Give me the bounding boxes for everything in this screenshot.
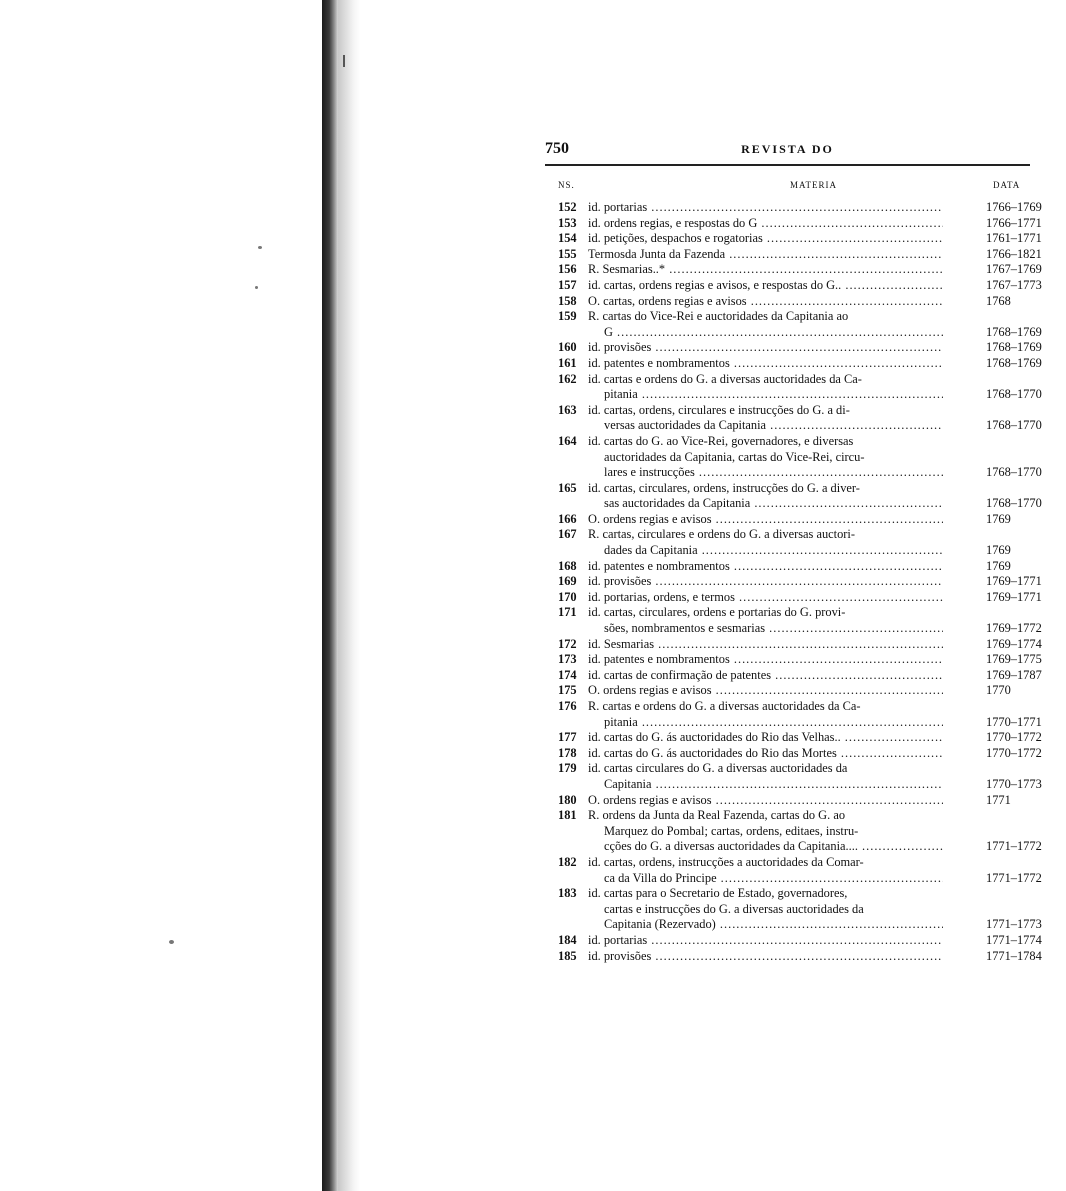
- entry-date: 1769–1775: [986, 652, 1042, 667]
- entry-number: 172: [558, 636, 577, 651]
- entry-date: 1766–1821: [986, 246, 1042, 261]
- entry-description: [588, 216, 943, 232]
- list-item: [545, 932, 1042, 949]
- list-item: [545, 683, 1030, 699]
- entry-line: id. cartas, ordens regias e avisos, e respostas do G.. .....: [588, 278, 943, 294]
- entry-line: R. ordens da Junta da Real Fazenda, cartas do G. ao: [588, 808, 846, 823]
- list-item: [545, 948, 1042, 965]
- page-header: [545, 140, 1030, 162]
- entry-line: id. portarias .....: [588, 933, 943, 949]
- list-item: [545, 699, 1042, 730]
- list-item: [545, 808, 1042, 855]
- entry-number: 179: [558, 761, 577, 776]
- list-item: [545, 231, 1042, 247]
- entry-date: 1768–1769: [986, 355, 1042, 370]
- entry-date: 1768–1770: [986, 387, 1042, 402]
- entry-date: 1770–1773: [986, 776, 1042, 791]
- entry-number: 171: [558, 605, 577, 620]
- list-item: [545, 277, 1042, 294]
- entry-date: 1768–1770: [986, 418, 1042, 433]
- entry-line: id. cartas, ordens, instrucções a auctoridades da Comar-: [588, 854, 864, 869]
- entry-line: R. cartas do Vice-Rei e auctoridades da Capitania ao: [588, 309, 849, 324]
- entry-line: ca da Villa do Principe .....: [588, 871, 943, 887]
- entry-date: 1768–1770: [986, 465, 1042, 480]
- entry-number: 174: [558, 667, 577, 682]
- list-item: [545, 745, 1042, 762]
- page-number: 750: [545, 140, 569, 157]
- list-item: [545, 355, 1042, 372]
- entry-line: id. cartas de confirmação de patentes .....: [588, 668, 943, 684]
- entry-line: cções do G. a diversas auctoridades da Capitania.... .....: [588, 839, 943, 855]
- entry-number: 175: [558, 683, 577, 698]
- list-item: [545, 667, 1042, 684]
- entry-date: 1771–1773: [986, 917, 1042, 932]
- entry-line: id. Sesmarias .....: [588, 637, 943, 653]
- list-item: [545, 761, 1042, 792]
- entry-number: 161: [558, 355, 577, 370]
- entry-number: 166: [558, 511, 577, 526]
- entry-line: id. patentes e nombramentos .....: [588, 652, 943, 668]
- entry-date: 1770–1772: [986, 745, 1042, 760]
- entry-description: [588, 886, 943, 933]
- entry-line: pitania .....: [588, 715, 943, 731]
- entry-line: dades da Capitania .....: [588, 543, 943, 559]
- entry-line: Capitania .....: [588, 777, 943, 793]
- column-headers: [545, 166, 1030, 196]
- entry-date: 1769: [986, 558, 1011, 573]
- list-item: [545, 793, 1030, 809]
- entry-line: id. provisões .....: [588, 340, 943, 356]
- entry-description: [588, 746, 943, 762]
- entry-line: id. portarias, ordens, e termos .....: [588, 590, 943, 606]
- entry-description: [588, 808, 943, 855]
- entry-description: [588, 340, 943, 356]
- column-header-ns: NS.: [558, 180, 575, 190]
- entry-line: id. patentes e nombramentos .....: [588, 356, 943, 372]
- column-header-materia: MATERIA: [790, 180, 837, 190]
- entry-line: id. ordens regias, e respostas do G .....: [588, 216, 943, 232]
- entry-description: [588, 231, 943, 247]
- entry-number: 168: [558, 558, 577, 573]
- entry-number: 156: [558, 262, 577, 277]
- list-item: [545, 512, 1030, 528]
- entry-number: 158: [558, 293, 577, 308]
- column-header-data: DATA: [993, 180, 1021, 190]
- entry-description: [588, 559, 943, 575]
- entry-line: R. cartas, circulares e ordens do G. a diversas auctori-: [588, 527, 855, 542]
- entry-description: [588, 434, 943, 481]
- entry-date: 1771–1772: [986, 839, 1042, 854]
- entry-description: [588, 294, 943, 310]
- entry-date: 1766–1769: [986, 200, 1042, 214]
- entry-number: 163: [558, 402, 577, 417]
- ink-speck: [169, 940, 174, 944]
- entry-date: 1769: [986, 543, 1011, 558]
- list-item: [545, 605, 1042, 636]
- list-item: [545, 480, 1042, 512]
- entry-date: 1768–1769: [986, 340, 1042, 355]
- list-item: [545, 527, 1030, 558]
- entry-date: 1767–1769: [986, 262, 1042, 277]
- entry-line: id. provisões .....: [588, 949, 943, 965]
- entry-number: 160: [558, 340, 577, 355]
- entry-line: lares e instrucções .....: [588, 465, 943, 481]
- entry-number: 173: [558, 652, 577, 667]
- list-item: [545, 886, 1042, 933]
- entry-number: 155: [558, 246, 577, 261]
- entry-number: 185: [558, 948, 577, 963]
- list-item: [545, 262, 1042, 278]
- entry-date: 1771–1772: [986, 870, 1042, 885]
- list-item: [545, 200, 1042, 216]
- entry-number: 176: [558, 699, 577, 713]
- entry-line: cartas e instrucções do G. a diversas auctoridades da: [604, 901, 864, 916]
- entry-description: [588, 527, 943, 558]
- entry-description: [588, 668, 943, 684]
- entry-line: id. patentes e nombramentos .....: [588, 559, 943, 575]
- entry-description: [588, 309, 943, 340]
- entry-date: 1769–1772: [986, 621, 1042, 636]
- entry-number: 154: [558, 231, 577, 246]
- entry-description: [588, 372, 943, 403]
- entry-description: [588, 574, 943, 590]
- entry-description: [588, 200, 943, 216]
- entry-description: [588, 730, 943, 746]
- entry-description: [588, 949, 943, 965]
- entry-line: Capitania (Rezervado) .....: [588, 917, 943, 933]
- list-item: [545, 215, 1042, 232]
- entry-number: 152: [558, 200, 577, 214]
- entry-description: [588, 933, 943, 949]
- running-title: REVISTA DO: [741, 142, 834, 156]
- entry-date: 1769–1771: [986, 574, 1042, 589]
- entry-number: 169: [558, 574, 577, 589]
- entry-date: 1770–1771: [986, 714, 1042, 729]
- entry-line: id. portarias .....: [588, 200, 943, 216]
- entry-line: id. cartas, circulares, ordens e portarias do G. provi-: [588, 605, 846, 620]
- entry-date: 1771–1774: [986, 932, 1042, 947]
- entry-line: O. cartas, ordens regias e avisos .....: [588, 294, 943, 310]
- document-page: [545, 140, 1042, 964]
- entry-number: 181: [558, 808, 577, 823]
- entry-description: [588, 247, 943, 263]
- entry-line: id. petições, despachos e rogatorias .....: [588, 231, 943, 247]
- gutter-shadow: [338, 0, 360, 1191]
- entry-line: O. ordens regias e avisos .....: [588, 512, 943, 528]
- entry-date: 1768: [986, 293, 1011, 308]
- entry-date: 1768–1769: [986, 324, 1042, 339]
- entry-date: 1769–1787: [986, 667, 1042, 682]
- list-item: [545, 402, 1042, 434]
- entry-line: pitania .....: [588, 387, 943, 403]
- entry-date: 1769–1774: [986, 636, 1042, 651]
- entry-line: id. cartas do G. ás auctoridades do Rio das Velhas.. .....: [588, 730, 943, 746]
- entry-description: [588, 481, 943, 512]
- entry-line: id. cartas do G. ás auctoridades do Rio das Mortes .....: [588, 746, 943, 762]
- entry-number: 167: [558, 527, 577, 542]
- entry-line: Marquez do Pombal; cartas, ordens, editaes, instru-: [604, 823, 859, 838]
- entry-number: 157: [558, 277, 577, 292]
- entry-description: [588, 262, 943, 278]
- entry-description: [588, 403, 943, 434]
- entry-number: 165: [558, 480, 577, 495]
- book-gutter: [322, 0, 338, 1191]
- entry-number: 182: [558, 854, 577, 869]
- entry-line: auctoridades da Capitania, cartas do Vice-Rei, circu-: [604, 449, 865, 464]
- entry-line: sões, nombramentos e sesmarias .....: [588, 621, 943, 637]
- entry-line: sas auctoridades da Capitania .....: [588, 496, 943, 512]
- entry-date: 1769–1771: [986, 589, 1042, 604]
- entry-line: versas auctoridades da Capitania .....: [588, 418, 943, 434]
- ink-speck: [258, 246, 262, 249]
- entry-description: [588, 761, 943, 792]
- list-item: [545, 636, 1042, 653]
- list-item: [545, 309, 1042, 340]
- entry-description: [588, 637, 943, 653]
- entry-date: 1768–1770: [986, 496, 1042, 511]
- entry-line: Termosda Junta da Fazenda .....: [588, 247, 943, 263]
- entry-number: 184: [558, 932, 577, 947]
- entry-line: id. cartas e ordens do G. a diversas auctoridades da Ca-: [588, 371, 862, 386]
- entry-description: [588, 683, 943, 699]
- entry-line: R. cartas e ordens do G. a diversas auctoridades da Ca-: [588, 699, 861, 713]
- entry-line: R. Sesmarias..* .....: [588, 262, 943, 278]
- entry-number: 170: [558, 589, 577, 604]
- entry-line: id. cartas, ordens, circulares e instrucções do G. a di-: [588, 402, 850, 417]
- entry-number: 162: [558, 371, 577, 386]
- entry-date: 1766–1771: [986, 215, 1042, 230]
- entry-description: [588, 855, 943, 886]
- entry-date: 1771: [986, 792, 1011, 807]
- list-item: [545, 371, 1042, 403]
- entry-description: [588, 278, 943, 294]
- list-item: [545, 652, 1042, 668]
- entry-description: [588, 793, 943, 809]
- entry-date: 1761–1771: [986, 231, 1042, 246]
- list-item: [545, 589, 1042, 606]
- entry-line: id. cartas do G. ao Vice-Rei, governadores, e diversas: [588, 433, 854, 448]
- entry-number: 177: [558, 730, 577, 745]
- list-item: [545, 730, 1042, 746]
- entry-number: 164: [558, 433, 577, 448]
- facing-page: [0, 0, 322, 1191]
- entry-description: [588, 652, 943, 668]
- list-item: [545, 854, 1042, 886]
- entry-description: [588, 590, 943, 606]
- entry-line: O. ordens regias e avisos .....: [588, 683, 943, 699]
- entry-line: id. cartas para o Secretario de Estado, governadores,: [588, 886, 848, 901]
- list-item: [545, 433, 1042, 481]
- entry-line: O. ordens regias e avisos .....: [588, 793, 943, 809]
- ink-speck: [255, 286, 258, 289]
- entry-date: 1771–1784: [986, 948, 1042, 963]
- entry-line: id. cartas circulares do G. a diversas auctoridades da: [588, 761, 848, 776]
- entry-number: 178: [558, 745, 577, 760]
- entry-date: 1770: [986, 683, 1011, 698]
- entry-description: [588, 356, 943, 372]
- entries-list: [545, 200, 1042, 964]
- list-item: [545, 559, 1030, 575]
- entry-description: [588, 512, 943, 528]
- entry-date: 1770–1772: [986, 730, 1042, 745]
- list-item: [545, 246, 1042, 263]
- list-item: [545, 294, 1030, 310]
- entry-line: G .....: [588, 325, 943, 341]
- entry-number: 180: [558, 792, 577, 807]
- entry-line: id. cartas, circulares, ordens, instrucções do G. a diver-: [588, 480, 860, 495]
- entry-description: [588, 699, 943, 730]
- list-item: [545, 340, 1042, 356]
- entry-date: 1767–1773: [986, 277, 1042, 292]
- entry-number: 159: [558, 309, 577, 324]
- entry-description: [588, 605, 943, 636]
- entry-number: 153: [558, 215, 577, 230]
- entry-line: id. provisões .....: [588, 574, 943, 590]
- entry-number: 183: [558, 886, 577, 901]
- entry-date: 1769: [986, 511, 1011, 526]
- page-mark: [343, 55, 345, 67]
- list-item: [545, 574, 1042, 590]
